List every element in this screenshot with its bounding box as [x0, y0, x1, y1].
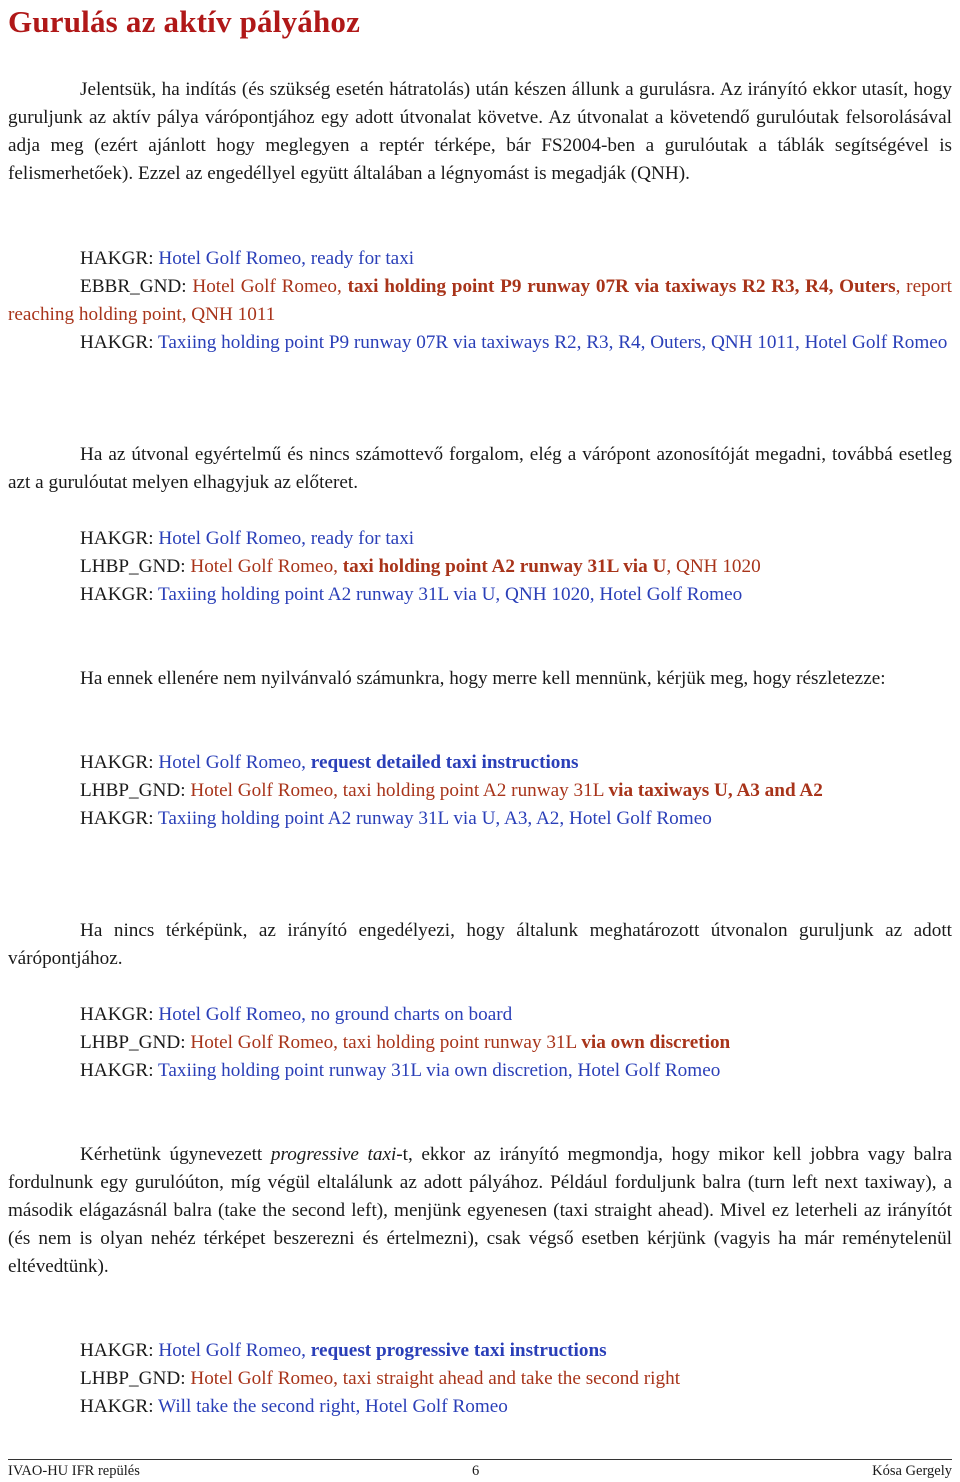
dialog-line-pilot: HAKGR: Hotel Golf Romeo, request progressive taxi instructions — [80, 1340, 607, 1361]
dialog-lhbp-simple — [8, 525, 952, 609]
dialog-line-pilot: HAKGR: Hotel Golf Romeo, ready for taxi — [80, 528, 415, 549]
dialog-line-pilot: HAKGR: Taxiing holding point P9 runway 07R via taxiways R2, R3, R4, Outers, QNH 1011, Hotel Golf Romeo — [80, 332, 948, 353]
dialog-line-pilot: HAKGR: Hotel Golf Romeo, request detailed taxi instructions — [80, 752, 579, 773]
dialog-lhbp-progressive — [8, 1337, 952, 1421]
footer-divider — [8, 1459, 952, 1460]
page-number: 6 — [472, 1463, 480, 1479]
page-title: Gurulás az aktív pályához — [8, 4, 361, 39]
dialog-line-pilot: HAKGR: Hotel Golf Romeo, no ground charts on board — [80, 1004, 513, 1025]
dialog-line-pilot: HAKGR: Hotel Golf Romeo, ready for taxi — [80, 248, 415, 269]
dialog-line-atc: LHBP_GND: Hotel Golf Romeo, taxi holding point A2 runway 31L via U, QNH 1020 — [80, 556, 761, 577]
paragraph-intro: Jelentsük, ha indítás (és szükség esetén hátratolás) után készen állunk a gurulásra. Az irányító ekkor utasít, hogy guruljunk az aktív pálya várópontjához egy adott útvonalat követve. Az útvonalat a követendő gurulóutak felsorolásával adja meg (ezért ajánlott hogy meglegyen a reptér térképe, bár FS2004-ben a gurulóutak a táblák segítségével is felismerhetőek). Ezzel az engedéllyel együtt általában a légnyomást is megadják (QNH). — [8, 79, 952, 184]
dialog-lhbp-detailed — [8, 749, 952, 833]
dialog-line-atc: LHBP_GND: Hotel Golf Romeo, taxi straight ahead and take the second right — [80, 1368, 681, 1389]
dialog-line-pilot: HAKGR: Taxiing holding point A2 runway 31L via U, QNH 1020, Hotel Golf Romeo — [80, 584, 743, 605]
paragraph-no-charts: Ha nincs térképünk, az irányító engedélyezi, hogy általunk meghatározott útvonalon guruljunk az adott várópontjához. — [8, 920, 952, 969]
footer-author: Kósa Gergely — [872, 1463, 952, 1479]
dialog-line-atc: EBBR_GND: Hotel Golf Romeo, taxi holding point P9 runway 07R via taxiways R2 R3, R4, Outers, report reaching holding point, QNH 1011 — [8, 276, 952, 325]
paragraph-progressive: Kérhetünk úgynevezett progressive taxi-t, ekkor az irányító megmondja, hogy mikor kell jobbra vagy balra fordulnunk egy gurulóúton, míg végül eltalálunk az adott pályához. Például forduljunk balra (turn left next taxiway), a második elágazásnál balra (take the second left), menjünk egyenesen (taxi straight ahead). Mivel ez leterheli az irányítót (és nem is olyan nehéz térképet beszerezni és értelmezni), csak végső esetben kérjünk (vagyis ha már reménytelenül eltévedtünk). — [8, 1144, 952, 1277]
dialog-line-pilot: HAKGR: Taxiing holding point runway 31L via own discretion, Hotel Golf Romeo — [80, 1060, 721, 1081]
paragraph-detailed: Ha ennek ellenére nem nyilvánvaló számunkra, hogy merre kell mennünk, kérjük meg, hogy részletezze: — [80, 668, 886, 689]
dialog-line-pilot: HAKGR: Will take the second right, Hotel Golf Romeo — [80, 1396, 508, 1417]
dialog-line-atc: LHBP_GND: Hotel Golf Romeo, taxi holding point A2 runway 31L via taxiways U, A3 and A2 — [80, 780, 823, 801]
dialog-lhbp-discretion — [8, 1001, 952, 1085]
dialog-line-pilot: HAKGR: Taxiing holding point A2 runway 31L via U, A3, A2, Hotel Golf Romeo — [80, 808, 712, 829]
dialog-ebbr — [8, 245, 952, 357]
footer-left: IVAO-HU IFR repülés — [8, 1463, 140, 1479]
dialog-line-atc: LHBP_GND: Hotel Golf Romeo, taxi holding point runway 31L via own discretion — [80, 1032, 731, 1053]
paragraph-simple-route: Ha az útvonal egyértelmű és nincs számottevő forgalom, elég a várópont azonosítóját megadni, továbbá esetleg azt a gurulóutat melyen elhagyjuk az előteret. — [8, 444, 952, 493]
